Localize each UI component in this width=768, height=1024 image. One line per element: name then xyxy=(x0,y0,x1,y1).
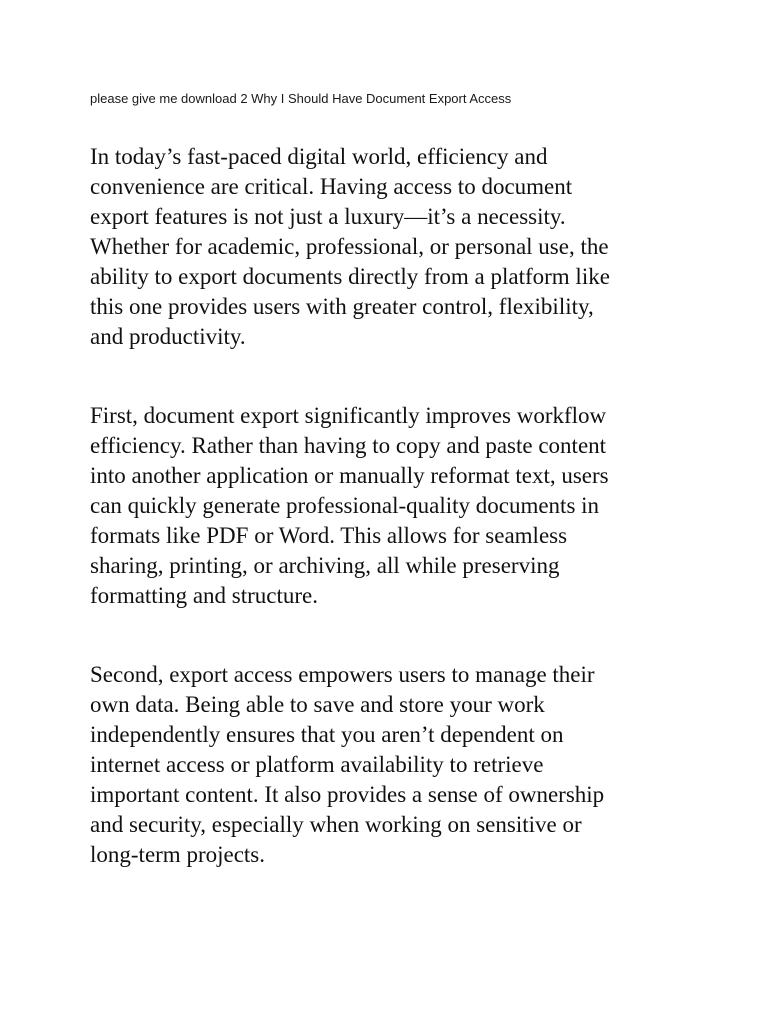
paragraph-line: convenience are critical. Having access to document xyxy=(90,174,573,199)
paragraph-line: long-term projects. xyxy=(90,842,266,867)
paragraph-line: own data. Being able to save and store your work xyxy=(90,692,545,717)
paragraph-line: export features is not just a luxury—it’s a necessity. xyxy=(90,204,566,229)
paragraph-line: First, document export significantly improves workflow xyxy=(90,403,607,428)
paragraph-line: sharing, printing, or archiving, all while preserving xyxy=(90,553,560,578)
paragraph-line: formatting and structure. xyxy=(90,583,319,608)
paragraph-line: into another application or manually reformat text, users xyxy=(90,463,609,488)
paragraph-line: formats like PDF or Word. This allows for seamless xyxy=(90,523,568,548)
paragraph-line: Whether for academic, professional, or personal use, the xyxy=(90,234,609,259)
paragraph-line: this one provides users with greater control, flexibility, xyxy=(90,294,594,319)
paragraph-intro xyxy=(90,142,690,352)
paragraph-first-point xyxy=(90,401,690,611)
paragraph-line: important content. It also provides a sense of ownership xyxy=(90,782,605,807)
paragraph-line: and productivity. xyxy=(90,324,246,349)
paragraph-line: ability to export documents directly from a platform like xyxy=(90,264,610,289)
paragraph-line: and security, especially when working on sensitive or xyxy=(90,812,582,837)
paragraph-line: can quickly generate professional-quality documents in xyxy=(90,493,600,518)
paragraph-line: efficiency. Rather than having to copy and paste content xyxy=(90,433,607,458)
paragraph-line: independently ensures that you aren’t dependent on xyxy=(90,722,564,747)
paragraph-line: Second, export access empowers users to manage their xyxy=(90,662,595,687)
paragraph-line: In today’s fast-paced digital world, efficiency and xyxy=(90,144,548,169)
document-header: please give me download 2 Why I Should Have Document Export Access xyxy=(90,91,512,106)
paragraph-line: internet access or platform availability to retrieve xyxy=(90,752,544,777)
paragraph-second-point xyxy=(90,660,690,870)
